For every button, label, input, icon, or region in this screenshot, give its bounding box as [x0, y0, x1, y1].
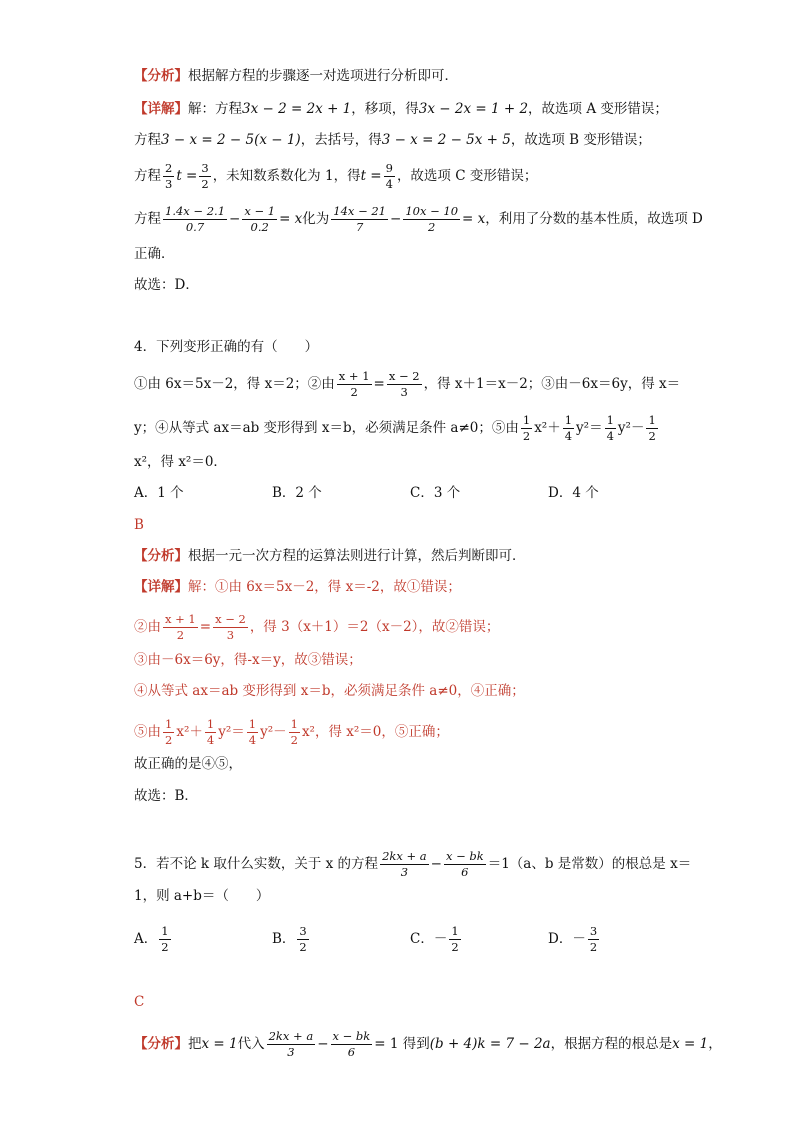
q4-detail-line-1	[134, 577, 461, 597]
fraction: $\frac{2}{3}$	[165, 161, 173, 191]
q4-stem-line-1: ①由 6x＝5x－2，得 x＝2；②由 $\frac{x + 1}{2}$ = $\frac{x - 2}{3}$ ，得 x＋1＝x－2；③由－6x＝6y，得 x＝	[134, 369, 681, 399]
choice-text: 故选：D．	[134, 277, 199, 293]
q5-stem-line-1: 5．若不论 k 取什么实数，关于 x 的方程 $\frac{2kx + a}{3}$ − $\frac{x - bk}{6}$ ＝1（a、b 是常数）的根总是 x＝	[134, 849, 692, 879]
question-text: 5．若不论 k 取什么实数，关于 x 的方程	[134, 856, 379, 872]
question-text: ＝1（a、b 是常数）的根总是 x＝	[487, 856, 692, 872]
fraction: $\frac{14x - 21}{7}$	[333, 204, 386, 234]
q5-analysis-line: 【分析】把x = 1代入 $\frac{2kx + a}{3}$ − $\frac{x - bk}{6}$ = 1 得到(b + 4)k = 7 − 2a，根据方程的根总是x = 1，	[134, 1029, 722, 1059]
detail-text: ，故选项 A 变形错误；	[528, 101, 668, 117]
q4-answer: B	[134, 517, 144, 533]
fraction: $\frac{10x - 10}{2}$	[405, 204, 459, 234]
fraction: $\frac{1}{4}$	[564, 413, 573, 443]
q4-detail-line-6: 故正确的是④⑤，	[134, 756, 242, 772]
q4-option-c: C．3 个	[410, 485, 461, 501]
fraction: $\frac{1.4x - 2.1}{0.7}$	[165, 204, 226, 234]
detail-text: ，得 3（x＋1）＝2（x－2），故②错误；	[249, 619, 500, 635]
fraction: $\frac{1}{2}$	[522, 413, 531, 443]
q4-analysis-line	[134, 546, 526, 566]
q5-option-c: C．－ $\frac{1}{2}$	[410, 924, 459, 954]
q3-detail-line-4: 方程 $\frac{1.4x - 2.1}{0.7}$ − $\frac{x - 1}{0.2}$ = x化为 $\frac{14x - 21}{7}$ − $\frac{10x - 10}{2}$ = x，利用了分数的基本性质，故选项 D	[134, 204, 703, 234]
fraction: $\frac{x - bk}{6}$	[332, 1029, 371, 1059]
detail-text: ⑤由	[134, 724, 161, 740]
detail-text: ，利用了分数的基本性质，故选项 D	[485, 211, 703, 227]
q3-detail-line-3	[134, 162, 537, 191]
fraction: $\frac{x - 2}{3}$	[388, 369, 420, 399]
detail-text: 方程	[134, 132, 161, 148]
q5-option-d: D．－ $\frac{3}{2}$	[548, 924, 598, 954]
q5-answer: C	[134, 994, 145, 1010]
q4-option-b: B．2 个	[272, 485, 322, 501]
q4-detail-line-2: ②由 $\frac{x + 1}{2}$ = $\frac{x - 2}{3}$ ，得 3（x＋1）＝2（x－2），故②错误；	[134, 612, 500, 642]
q4-detail-line-3: ③由－6x＝6y，得-x＝y，故③错误；	[134, 652, 362, 668]
q4-option-d: D．4 个	[548, 485, 599, 501]
detail-text: 方程	[134, 168, 161, 184]
fraction: $\frac{x - 1}{0.2}$	[244, 204, 276, 234]
analysis-text: 根据解方程的步骤逐一对选项进行分析即可．	[188, 68, 458, 84]
equation: = x	[279, 211, 303, 227]
q3-detail-line-2	[134, 130, 651, 150]
q3-analysis-line	[134, 66, 458, 86]
fraction: $\frac{x + 1}{2}$	[338, 369, 370, 399]
question-text: ，得 x＋1＝x－2；③由－6x＝6y，得 x＝	[423, 376, 681, 392]
fraction: $\frac{2kx + a}{3}$	[268, 1029, 314, 1059]
equation: 3 − x = 2 − 5x + 5	[381, 132, 511, 148]
detail-text: 化为	[302, 211, 330, 227]
detail-tag: 【详解】	[134, 579, 188, 595]
equation: t =	[360, 168, 382, 184]
fraction: $\frac{1}{4}$	[248, 717, 257, 747]
fraction: $\frac{1}{4}$	[206, 717, 215, 747]
detail-text: 解：方程	[188, 101, 242, 117]
detail-text: 解：①由 6x＝5x－2，得 x＝-2，故①错误；	[188, 579, 461, 595]
fraction: $\frac{2kx + a}{3}$	[382, 849, 427, 879]
detail-text: ，故选项 B 变形错误；	[510, 132, 651, 148]
detail-text: ，移项，得	[351, 101, 419, 117]
question-stem: 4．下列变形正确的有（ ）	[134, 339, 319, 355]
equation: t =	[176, 168, 198, 184]
fraction: $\frac{x - 2}{3}$	[215, 612, 246, 642]
fraction: $\frac{1}{4}$	[606, 413, 614, 443]
detail-text: 方程	[134, 211, 161, 227]
fraction: $\frac{1}{2}$	[648, 413, 656, 443]
fraction: $\frac{x + 1}{2}$	[165, 612, 196, 642]
detail-text: ，去括号，得	[300, 132, 382, 148]
q5-option-b: B． $\frac{3}{2}$	[272, 924, 307, 954]
equation: 3 − x = 2 − 5(x − 1)	[161, 132, 301, 148]
q4-stem-line-3	[134, 452, 227, 472]
q4-stem-line-2: y；④从等式 ax＝ab 变形得到 x＝b，必须满足条件 a≠0；⑤由 $\frac{1}{2}$ x²＋ $\frac{1}{4}$ y²＝ $\frac{1}{4}$ y²－ $\frac{1}{2}$	[134, 413, 656, 443]
detail-text: ②由	[134, 619, 161, 635]
analysis-text: 根据一元一次方程的运算法则进行计算，然后判断即可．	[188, 548, 526, 564]
fraction: $\frac{3}{2}$	[201, 161, 209, 191]
q4-detail-line-4: ④从等式 ax＝ab 变形得到 x＝b，必须满足条件 a≠0，④正确；	[134, 683, 525, 699]
q3-detail-line-5	[134, 244, 175, 264]
q3-choice	[134, 275, 199, 295]
fraction: $\frac{x - bk}{6}$	[445, 849, 484, 879]
analysis-tag: 【分析】	[134, 1036, 188, 1052]
detail-text: ，未知数系数化为 1，得	[212, 168, 361, 184]
q4-detail-line-5: ⑤由 $\frac{1}{2}$ x²＋ $\frac{1}{4}$ y²＝ $\frac{1}{4}$ y²－ $\frac{1}{2}$ x²，得 x²＝0，⑤正确；	[134, 717, 449, 747]
analysis-tag: 【分析】	[134, 548, 188, 564]
q5-option-a: A． $\frac{1}{2}$	[134, 924, 169, 954]
detail-text: 正确．	[134, 246, 175, 262]
detail-tag: 【详解】	[134, 101, 188, 117]
detail-text: x²，得 x²＝0，⑤正确；	[301, 724, 449, 740]
q3-detail-line-1	[134, 99, 668, 119]
detail-text: ，故选项 C 变形错误；	[396, 168, 538, 184]
equation: 3x − 2 = 2x + 1	[242, 101, 352, 117]
question-text: y；④从等式 ax＝ab 变形得到 x＝b，必须满足条件 a≠0；⑤由	[134, 420, 519, 436]
fraction: $\frac{1}{2}$	[290, 717, 298, 747]
question-text: x²，得 x²＝0．	[134, 454, 227, 470]
question-text: ①由 6x＝5x－2，得 x＝2；②由	[134, 376, 335, 392]
q4-option-a: A．1 个	[134, 485, 184, 501]
q4-stem	[134, 337, 318, 357]
fraction: $\frac{1}{2}$	[165, 717, 173, 747]
equation: 3x − 2x = 1 + 2	[418, 101, 529, 117]
q5-stem-line-2: 1，则 a+b＝（ ）	[134, 888, 270, 904]
fraction: $\frac{9}{4}$	[385, 161, 393, 191]
analysis-tag: 【分析】	[134, 68, 188, 84]
q4-choice: 故选：B．	[134, 788, 198, 804]
